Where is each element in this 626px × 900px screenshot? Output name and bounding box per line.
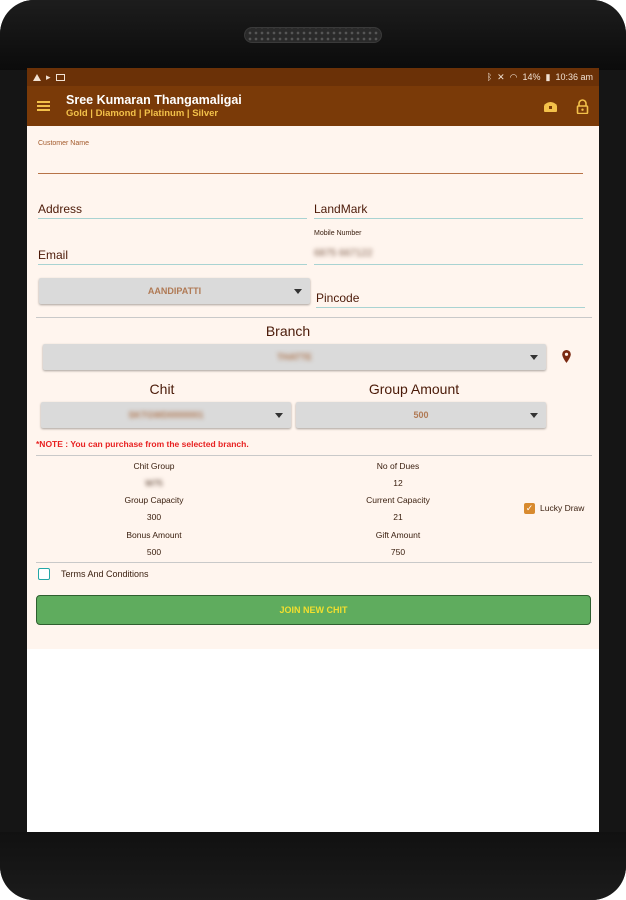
branch-selected: THATTE <box>277 352 312 362</box>
divider <box>36 562 592 563</box>
bluetooth-icon: ᛒ <box>486 72 493 82</box>
branch-heading: Branch <box>265 323 311 339</box>
customer-name-field[interactable] <box>38 173 583 174</box>
group-capacity-value: 300 <box>146 512 162 522</box>
warning-icon <box>33 74 41 81</box>
status-bar <box>27 68 599 86</box>
form-content <box>27 126 599 649</box>
mobile-underline <box>314 264 583 265</box>
gift-amount-value: 750 <box>390 547 406 557</box>
gallery-icon <box>56 74 65 81</box>
chevron-down-icon <box>275 413 283 418</box>
app-title: Sree Kumaran Thangamaligai <box>66 92 242 107</box>
divider <box>36 455 592 456</box>
area-selected: AANDIPATTI <box>147 286 202 296</box>
bonus-amount-value: 500 <box>146 547 162 557</box>
lock-icon[interactable] <box>576 99 589 114</box>
lucky-draw-checkbox[interactable]: ✓ <box>525 503 534 513</box>
address-underline <box>38 218 307 219</box>
area-dropdown[interactable] <box>39 278 310 304</box>
mobile-field[interactable]: 6875 667122 <box>314 248 373 259</box>
current-capacity-value: 21 <box>393 512 403 522</box>
group-amount-selected: 500 <box>413 410 429 420</box>
divider <box>36 317 592 318</box>
treasure-box-icon[interactable] <box>543 100 558 113</box>
map-pin-icon[interactable] <box>562 350 571 363</box>
group-amount-dropdown[interactable] <box>296 402 546 428</box>
battery-icon: ▮ <box>545 71 551 82</box>
app-screen <box>27 68 599 832</box>
current-capacity-label: Current Capacity <box>366 495 430 505</box>
chit-group-value: W75 <box>145 478 163 488</box>
chit-heading: Chit <box>149 381 175 397</box>
group-amount-heading: Group Amount <box>368 381 460 397</box>
chevron-down-icon <box>530 355 538 360</box>
chit-group-label: Chit Group <box>133 461 175 471</box>
notification-dot-icon: ▸ <box>46 71 51 82</box>
chit-selected: SKTGWD0000001 <box>128 410 204 420</box>
clock: 10:36 am <box>555 72 593 82</box>
landmark-underline <box>314 218 583 219</box>
bonus-amount-label: Bonus Amount <box>126 530 182 540</box>
battery-text: 14% <box>522 72 541 82</box>
email-underline <box>38 264 307 265</box>
chit-dropdown[interactable] <box>41 402 291 428</box>
wifi-icon: ◠ <box>509 71 518 82</box>
pincode-underline <box>316 307 585 308</box>
mobile-label: Mobile Number <box>314 230 362 237</box>
lucky-draw-label: Lucky Draw <box>540 503 585 513</box>
email-field[interactable]: Email <box>38 248 69 262</box>
join-new-chit-button[interactable]: JOIN NEW CHIT <box>36 595 591 625</box>
no-of-dues-value: 12 <box>393 478 403 488</box>
branch-note: *NOTE : You can purchase from the selected branch. <box>36 439 249 449</box>
tablet-top-bezel <box>0 0 626 70</box>
branch-dropdown[interactable] <box>43 344 546 370</box>
address-field[interactable]: Address <box>38 202 83 216</box>
pincode-field[interactable]: Pincode <box>316 291 360 305</box>
terms-checkbox[interactable] <box>38 568 50 580</box>
title-block <box>66 93 242 120</box>
gift-amount-label: Gift Amount <box>375 530 421 540</box>
app-subtitle: Gold | Diamond | Platinum | Silver <box>66 107 219 119</box>
app-toolbar <box>27 86 599 126</box>
no-of-dues-label: No of Dues <box>376 461 420 471</box>
chevron-down-icon <box>530 413 538 418</box>
speaker-grille <box>244 27 382 43</box>
mute-icon: ✕ <box>497 71 505 82</box>
landmark-field[interactable]: LandMark <box>314 202 368 216</box>
hamburger-icon[interactable] <box>37 101 50 111</box>
chevron-down-icon <box>294 289 302 294</box>
customer-name-label: Customer Name <box>38 140 89 147</box>
group-capacity-label: Group Capacity <box>124 495 184 505</box>
tablet-bottom-bezel <box>0 832 626 900</box>
terms-label[interactable]: Terms And Conditions <box>61 569 149 579</box>
